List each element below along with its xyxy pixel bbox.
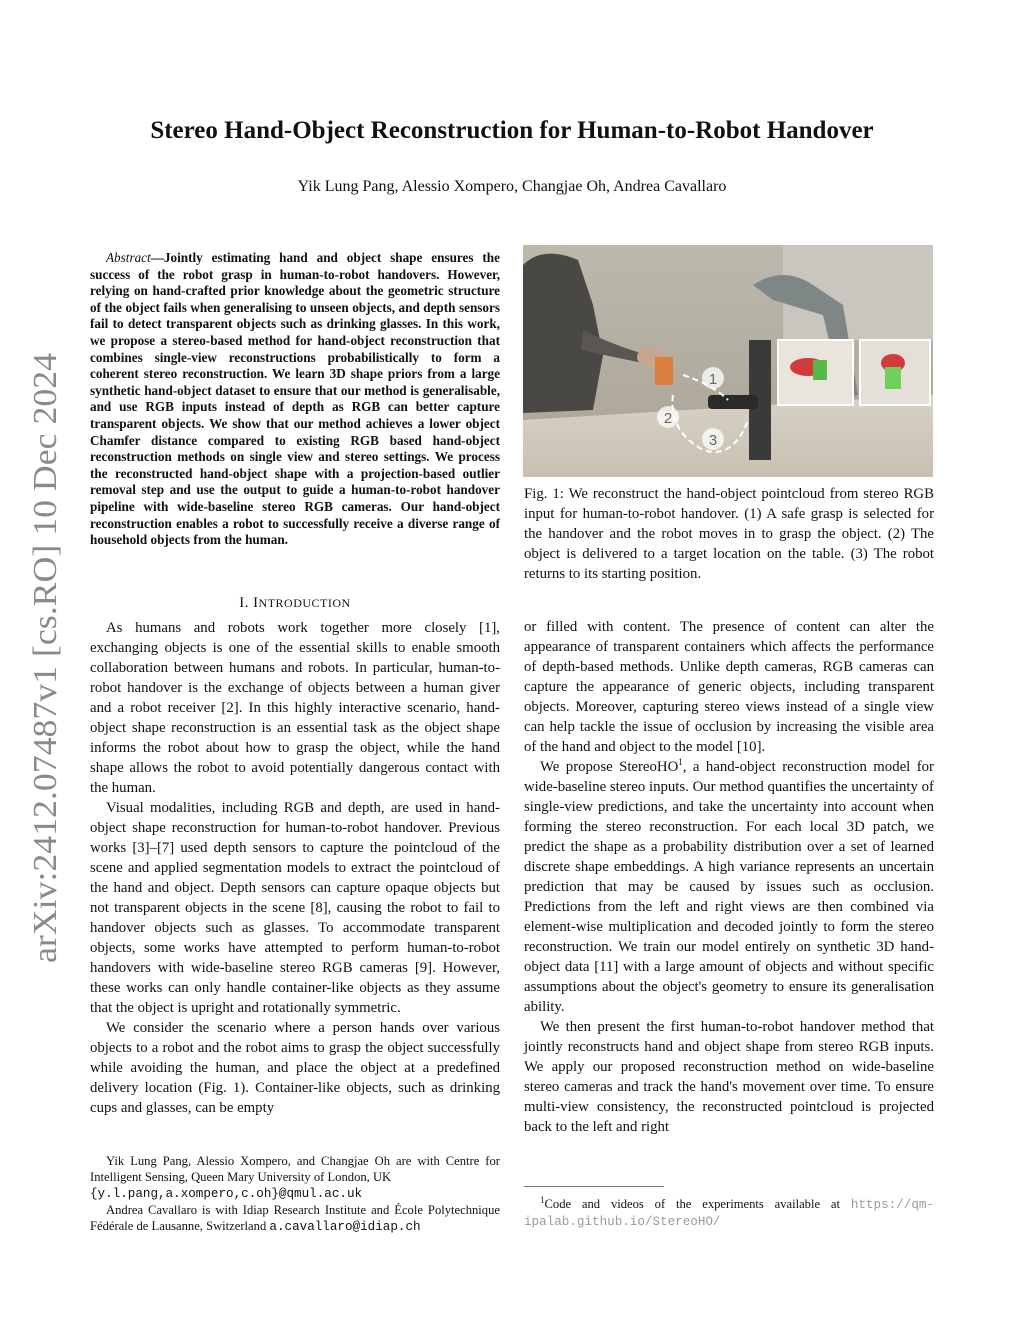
- footnote-mark-1: 1: [540, 1194, 545, 1205]
- author-affiliation-footnote: [90, 1153, 500, 1235]
- figure-1-caption: Fig. 1: We reconstruct the hand-object pointcloud from stereo RGB input for human-to-robot handover. (1) A safe grasp is selected for the handover and the robot moves in to grasp the object. (2) The object is delivered to a target location on the table. (3) The robot returns to its starting position.: [524, 486, 934, 582]
- intro-paragraph-3: We consider the scenario where a person hands over various objects to a robot and the robot aims to grasp the object successfully while avoiding the human, and place the object at a predefined delivery location (Fig. 1). Container-like objects, such as drinking cups and glasses, can be empty: [90, 1020, 500, 1116]
- intro-paragraph-4: or filled with content. The presence of content can alter the appearance of transparent containers which affects the performance of depth-based methods. Unlike depth cameras, RGB cameras can capture the appearance of generic objects, including transparent objects. Moreover, capturing stereo views instead of a single view can help tackle the issue of occlusion by increasing the visible area of the hand and object to the model [10].: [524, 619, 934, 755]
- intro-paragraph-2: Visual modalities, including RGB and depth, are used in hand-object shape reconstruction for human-to-robot handover. Previous works [3]–[7] used depth sensors to capture the pointcloud of the scene and applied segmentation models to extract the pointcloud of the hand and object. Depth sensors can capture opaque objects but not transparent objects in the scene [8], causing the robot to fail to handover objects such as glasses. To accommodate transparent objects, some works have attempted to perform human-to-robot handovers with wide-baseline stereo RGB cameras [9]. However, these works can only handle container-like objects as they assume that the object is upright and rotationally symmetric.: [90, 800, 500, 1016]
- intro-paragraph-5: [524, 757, 934, 1017]
- code-footnote: [524, 1196, 934, 1230]
- para5-start: We propose StereoHO: [540, 759, 679, 775]
- step-label-3: 3: [708, 432, 718, 449]
- cup: [655, 357, 673, 385]
- abstract-label: Abstract: [106, 250, 151, 265]
- abstract-text: Jointly estimating hand and object shape ensures the success of the robot grasp in human-to-robot handovers. However, relying on hand-crafted prior knowledge about the geometric structure of the object fails when generalising to unseen objects, and depth sensors fail to detect transparent objects such as drinking glasses. In this work, we propose a stereo-based method for hand-object reconstruction that combines single-view reconstructions probabilistically to form a coherent stereo reconstruction. We learn 3D shape priors from a large synthetic hand-object dataset to ensure that our method is generalisable, and use RGB inputs instead of depth as RGB can better capture transparent objects. We show that our method achieves a lower object Chamfer distance compared to existing RGB based hand-object reconstruction methods on single view and stereo settings. We process the reconstructed hand-object shape with a projection-based outlier removal step and use the output to guide a human-to-robot handover pipeline with wide-baseline stereo RGB cameras. Our hand-object reconstruction enables a robot to successfully receive a diverse range of household objects from the human.: [90, 250, 500, 548]
- arxiv-stamp: [10, 348, 72, 968]
- footnote-divider: [524, 1186, 664, 1187]
- right-column: [524, 617, 934, 1137]
- project-link[interactable]: https://qm-ipalab.github.io/StereoHO/: [524, 1198, 934, 1229]
- inset-right-cup: [885, 367, 901, 389]
- author-list: Yik Lung Pang, Alessio Xompero, Changjae Oh, Andrea Cavallaro: [297, 178, 727, 195]
- intro-paragraph-1: As humans and robots work together more closely [1], exchanging objects is one of the essential skills to enable smooth collaboration between humans and robots. In particular, human-to-robot handover is the exchange of objects between a human giver and a robot receiver [2]. In this highly interactive scenario, hand-object shape reconstruction is an essential task as the object shape informs the robot about how to grasp the object, while the hand shape allows the robot to avoid potentially dangerous contact with the human.: [90, 620, 500, 796]
- email-2: a.cavallaro@idiap.ch: [269, 1220, 421, 1234]
- robot-gripper: [708, 395, 758, 409]
- section-first-letter: I: [253, 595, 259, 611]
- inset-left-cup: [813, 360, 827, 380]
- figure-1-photo: [523, 245, 933, 477]
- section-rest: NTRODUCTION: [258, 596, 351, 610]
- step-label-2: 2: [663, 410, 673, 427]
- arxiv-id: arXiv:2412.07487v1 [cs.RO] 10 Dec 2024: [27, 383, 64, 963]
- footnote-ref-1: 1: [678, 757, 683, 768]
- para5-rest: , a hand-object reconstruction model for wide-baseline stereo inputs. Our method quantifies the uncertainty of single-view predictions, and take the uncertainty into account when forming the stereo reconstruction. For each local 3D patch, we predict the shape as a probability distribution over a set of learned discrete shape embeddings. A high variance represents an uncertain prediction that may be caused by issues such as occlusion. Predictions from the left and right views are then combined via element-wise multiplication and decoded jointly to form the stereo reconstruction. We train our model entirely on synthetic 3D hand-object data [11] with a large amount of objects and without specific assumptions about the object's geometry to ensure its generalisation ability.: [524, 759, 934, 1015]
- intro-paragraph-6: We then present the first human-to-robot handover method that jointly reconstructs hand and object shape from stereo RGB inputs. We apply our proposed reconstruction method on wide-baseline stereo cameras and track the hand's movement over time. To ensure multi-view consistency, the reconstructed pointcloud is projected back to the left and right: [524, 1019, 934, 1135]
- affiliation-1: Yik Lung Pang, Alessio Xompero, and Changjae Oh are with Centre for Intelligent Sensing, Queen Mary University of London, UK: [90, 1154, 500, 1184]
- section-numeral: I.: [239, 595, 249, 611]
- section-heading: [90, 595, 500, 612]
- footnote-text: Code and videos of the experiments available at: [544, 1197, 841, 1211]
- paper-title: Stereo Hand-Object Reconstruction for Human-to-Robot Handover: [150, 117, 874, 144]
- step-label-1: 1: [708, 371, 718, 388]
- abstract-dash: —: [150, 250, 164, 265]
- abstract: [90, 250, 500, 549]
- left-column: [90, 618, 500, 1118]
- affiliation-2: Andrea Cavallaro is with Idiap Research Institute and École Polytechnique Fédérale de Lausanne, Switzerland: [90, 1203, 500, 1233]
- email-1: {y.l.pang,a.xompero,c.oh}@qmul.ac.uk: [90, 1187, 363, 1201]
